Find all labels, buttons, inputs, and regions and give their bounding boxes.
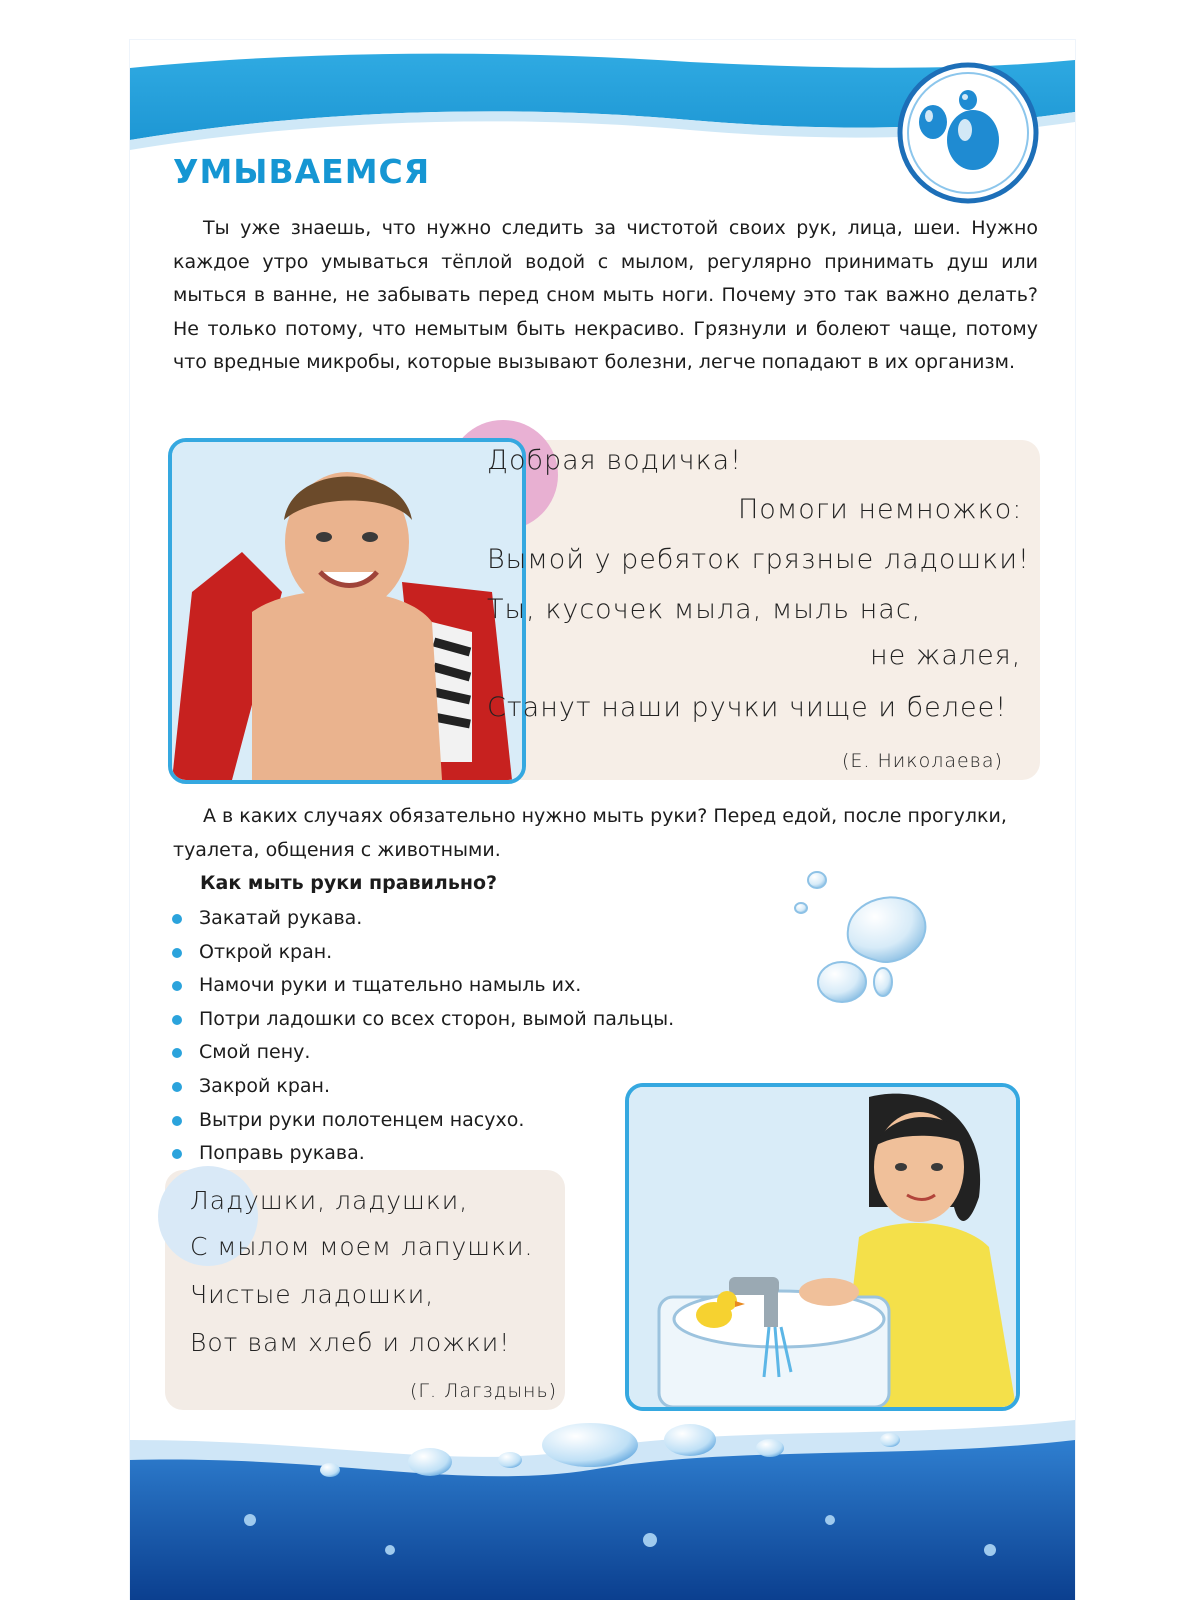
list-item bbox=[168, 1104, 674, 1138]
water-droplets-decoration bbox=[780, 860, 960, 1020]
poem-2-line: Чистые ладошки, bbox=[190, 1280, 435, 1309]
step-text: Закрой кран. bbox=[199, 1074, 331, 1097]
water-drops-icon bbox=[895, 60, 1041, 206]
step-text: Поправь рукава. bbox=[199, 1142, 365, 1165]
steps-heading: Как мыть руки правильно? bbox=[200, 872, 498, 894]
list-item bbox=[168, 969, 674, 1003]
step-text: Потри ладошки со всех сторон, вымой пальцы. bbox=[199, 1007, 675, 1030]
bullet-icon bbox=[172, 914, 182, 924]
poem-1-line: Помоги немножко: bbox=[738, 494, 1023, 525]
list-item bbox=[168, 936, 674, 970]
bullet-icon bbox=[172, 1149, 182, 1159]
bullet-icon bbox=[172, 1082, 182, 1092]
poem-2-author: (Г. Лагздынь) bbox=[410, 1380, 558, 1402]
poem-1-line: Добрая водичка! bbox=[487, 445, 743, 476]
list-item bbox=[168, 1070, 674, 1104]
step-text: Вытри руки полотенцем насухо. bbox=[199, 1108, 525, 1131]
poem-1-line: Ты, кусочек мыла, мыль нас, bbox=[487, 594, 922, 625]
list-item bbox=[168, 1036, 674, 1070]
poem-2-line: Ладушки, ладушки, bbox=[190, 1186, 469, 1215]
bullet-icon bbox=[172, 1048, 182, 1058]
list-item bbox=[168, 902, 674, 936]
list-item bbox=[168, 1137, 674, 1171]
boy-with-towel-illustration bbox=[168, 438, 526, 784]
bullet-icon bbox=[172, 1015, 182, 1025]
step-text: Открой кран. bbox=[199, 940, 333, 963]
step-text: Намочи руки и тщательно намыль их. bbox=[199, 974, 582, 997]
poem-2-line: С мылом моем лапушки. bbox=[190, 1232, 534, 1261]
bullet-icon bbox=[172, 948, 182, 958]
step-text: Смой пену. bbox=[199, 1041, 311, 1064]
bullet-icon bbox=[172, 981, 182, 991]
mid-paragraph: А в каких случаях обязательно нужно мыть руки? Перед едой, после прогулки, туалета, общения с животными. bbox=[173, 805, 1007, 861]
poem-1-author: (Е. Николаева) bbox=[842, 750, 1003, 772]
step-text: Закатай рукава. bbox=[199, 907, 363, 929]
page-title: УМЫВАЕМСЯ bbox=[173, 152, 431, 191]
poem-2-line: Вот вам хлеб и ложки! bbox=[190, 1328, 511, 1357]
poem-1-line: Вымой у ребяток грязные ладошки! bbox=[487, 544, 1030, 575]
list-item bbox=[168, 1003, 674, 1037]
bottom-water-wave bbox=[130, 1400, 1075, 1600]
intro-paragraph: Ты уже знаешь, что нужно следить за чистотой своих рук, лица, шеи. Нужно каждое утро умываться тёплой водой с мылом, регулярно принимать душ или мыться в ванне, не забывать перед сном мыть ноги. Почему это так важно делать? Не только потому, что немытым быть некрасиво. Грязнули и болеют чаще, потому что вредные микробы, которые вызывают болезни, легче попадают в их организм. bbox=[173, 217, 1038, 373]
poem-1-line: Станут наши ручки чище и белее! bbox=[487, 692, 1008, 723]
poem-1-line: не жалея, bbox=[870, 640, 1022, 671]
girl-washing-hands-illustration bbox=[625, 1083, 1020, 1411]
bullet-icon bbox=[172, 1116, 182, 1126]
steps-list bbox=[168, 902, 674, 1171]
